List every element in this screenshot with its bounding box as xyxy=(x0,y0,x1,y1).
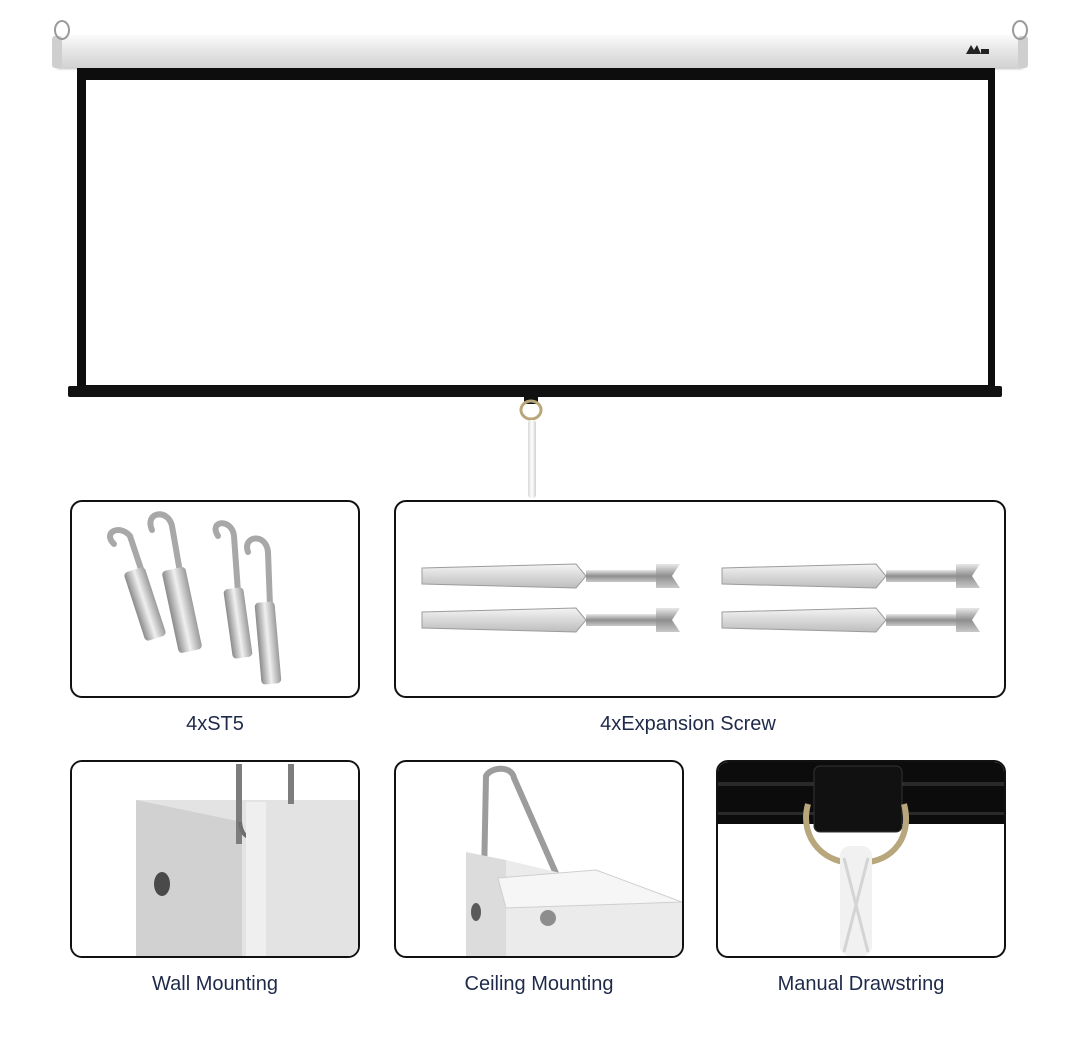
wall-mounting-caption: Wall Mounting xyxy=(152,973,278,995)
hanging-hook-left-icon xyxy=(54,20,70,40)
hooks-caption: 4xST5 xyxy=(186,713,244,735)
casing-end-cap-right xyxy=(1018,36,1028,68)
screws-caption: 4xExpansion Screw xyxy=(600,713,776,735)
hanging-hook-right-icon xyxy=(1012,20,1028,40)
casing-end-cap-left xyxy=(52,36,62,68)
projection-surface xyxy=(86,80,988,385)
hook-screw-icon xyxy=(72,502,358,696)
expansion-screws-panel xyxy=(394,500,1006,698)
drawstring-caption: Manual Drawstring xyxy=(777,973,945,995)
brand-logo-icon xyxy=(964,42,990,56)
pull-cord[interactable] xyxy=(528,420,536,498)
hook-screws-panel xyxy=(70,500,360,698)
ceiling-mounting-panel xyxy=(394,760,684,958)
expansion-screw-icon xyxy=(396,502,1004,696)
ceiling-mounting-caption: Ceiling Mounting xyxy=(464,973,614,995)
manual-drawstring-panel xyxy=(716,760,1006,958)
screen-casing xyxy=(55,36,1025,68)
wall-mounting-panel xyxy=(70,760,360,958)
ceiling-bracket-icon xyxy=(396,762,682,956)
drawstring-ring-icon xyxy=(718,762,1004,956)
wall-bracket-icon xyxy=(72,762,358,956)
